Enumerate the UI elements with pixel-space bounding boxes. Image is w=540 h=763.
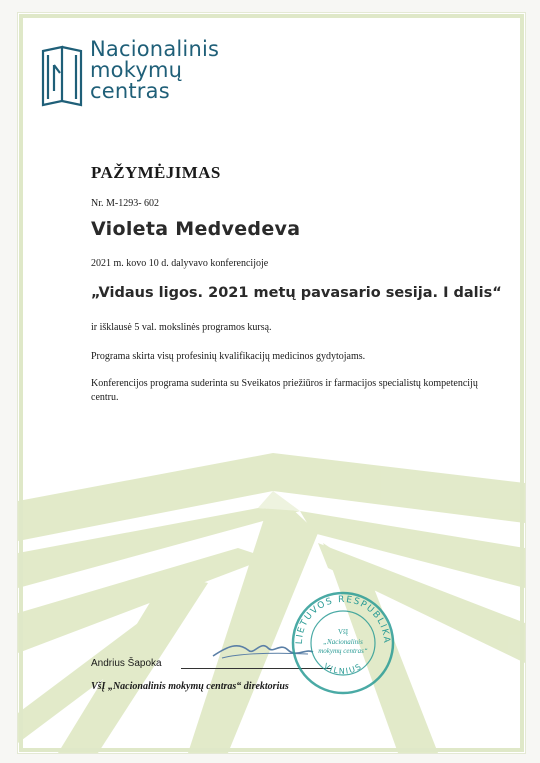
stamp-ring-text: LIETUVOS RESPUBLIKA: [294, 594, 392, 645]
logo-text: [90, 39, 219, 102]
certificate-page: [17, 12, 526, 754]
open-book-icon: [40, 43, 84, 107]
approval-text: Konferencijos programa suderinta su Sveikatos priežiūros ir farmacijos specialistų kompetencijų centru.: [91, 378, 478, 403]
logo-line-1: Nacionalinis: [90, 37, 220, 61]
hours-text: ir išklausė 5 val. mokslinės programos kursą.: [91, 322, 272, 333]
audience-text: Programa skirta visų profesinių kvalifikacijų medicinos gydytojams.: [91, 351, 366, 362]
signer-position: VšĮ „Nacionalinis mokymų centras“ direktorius: [91, 681, 289, 692]
conference-title: „Vidaus ligos. 2021 metų pavasario sesija. I dalis“: [91, 285, 502, 301]
recipient-name: Violeta Medvedeva: [91, 218, 301, 240]
certificate-number: Nr. M-1293- 602: [91, 198, 160, 209]
svg-text:VILNIUS: [322, 662, 364, 676]
logo-line-3: centras: [90, 79, 170, 103]
stamp-label-2: mokymų centras“: [318, 647, 368, 655]
stamp-city: VILNIUS: [322, 661, 364, 676]
official-stamp: [288, 588, 398, 698]
participation-text: 2021 m. kovo 10 d. dalyvavo konferencijoje: [91, 258, 269, 269]
logo: [40, 39, 219, 111]
stamp-label-1: „Nacionalinis: [323, 638, 363, 646]
signer-name: Andrius Šapoka: [91, 658, 162, 669]
stamp-prefix: VšĮ: [337, 628, 349, 636]
certificate-title: PAŽYMĖJIMAS: [91, 163, 221, 182]
logo-line-2: mokymų: [90, 58, 183, 82]
